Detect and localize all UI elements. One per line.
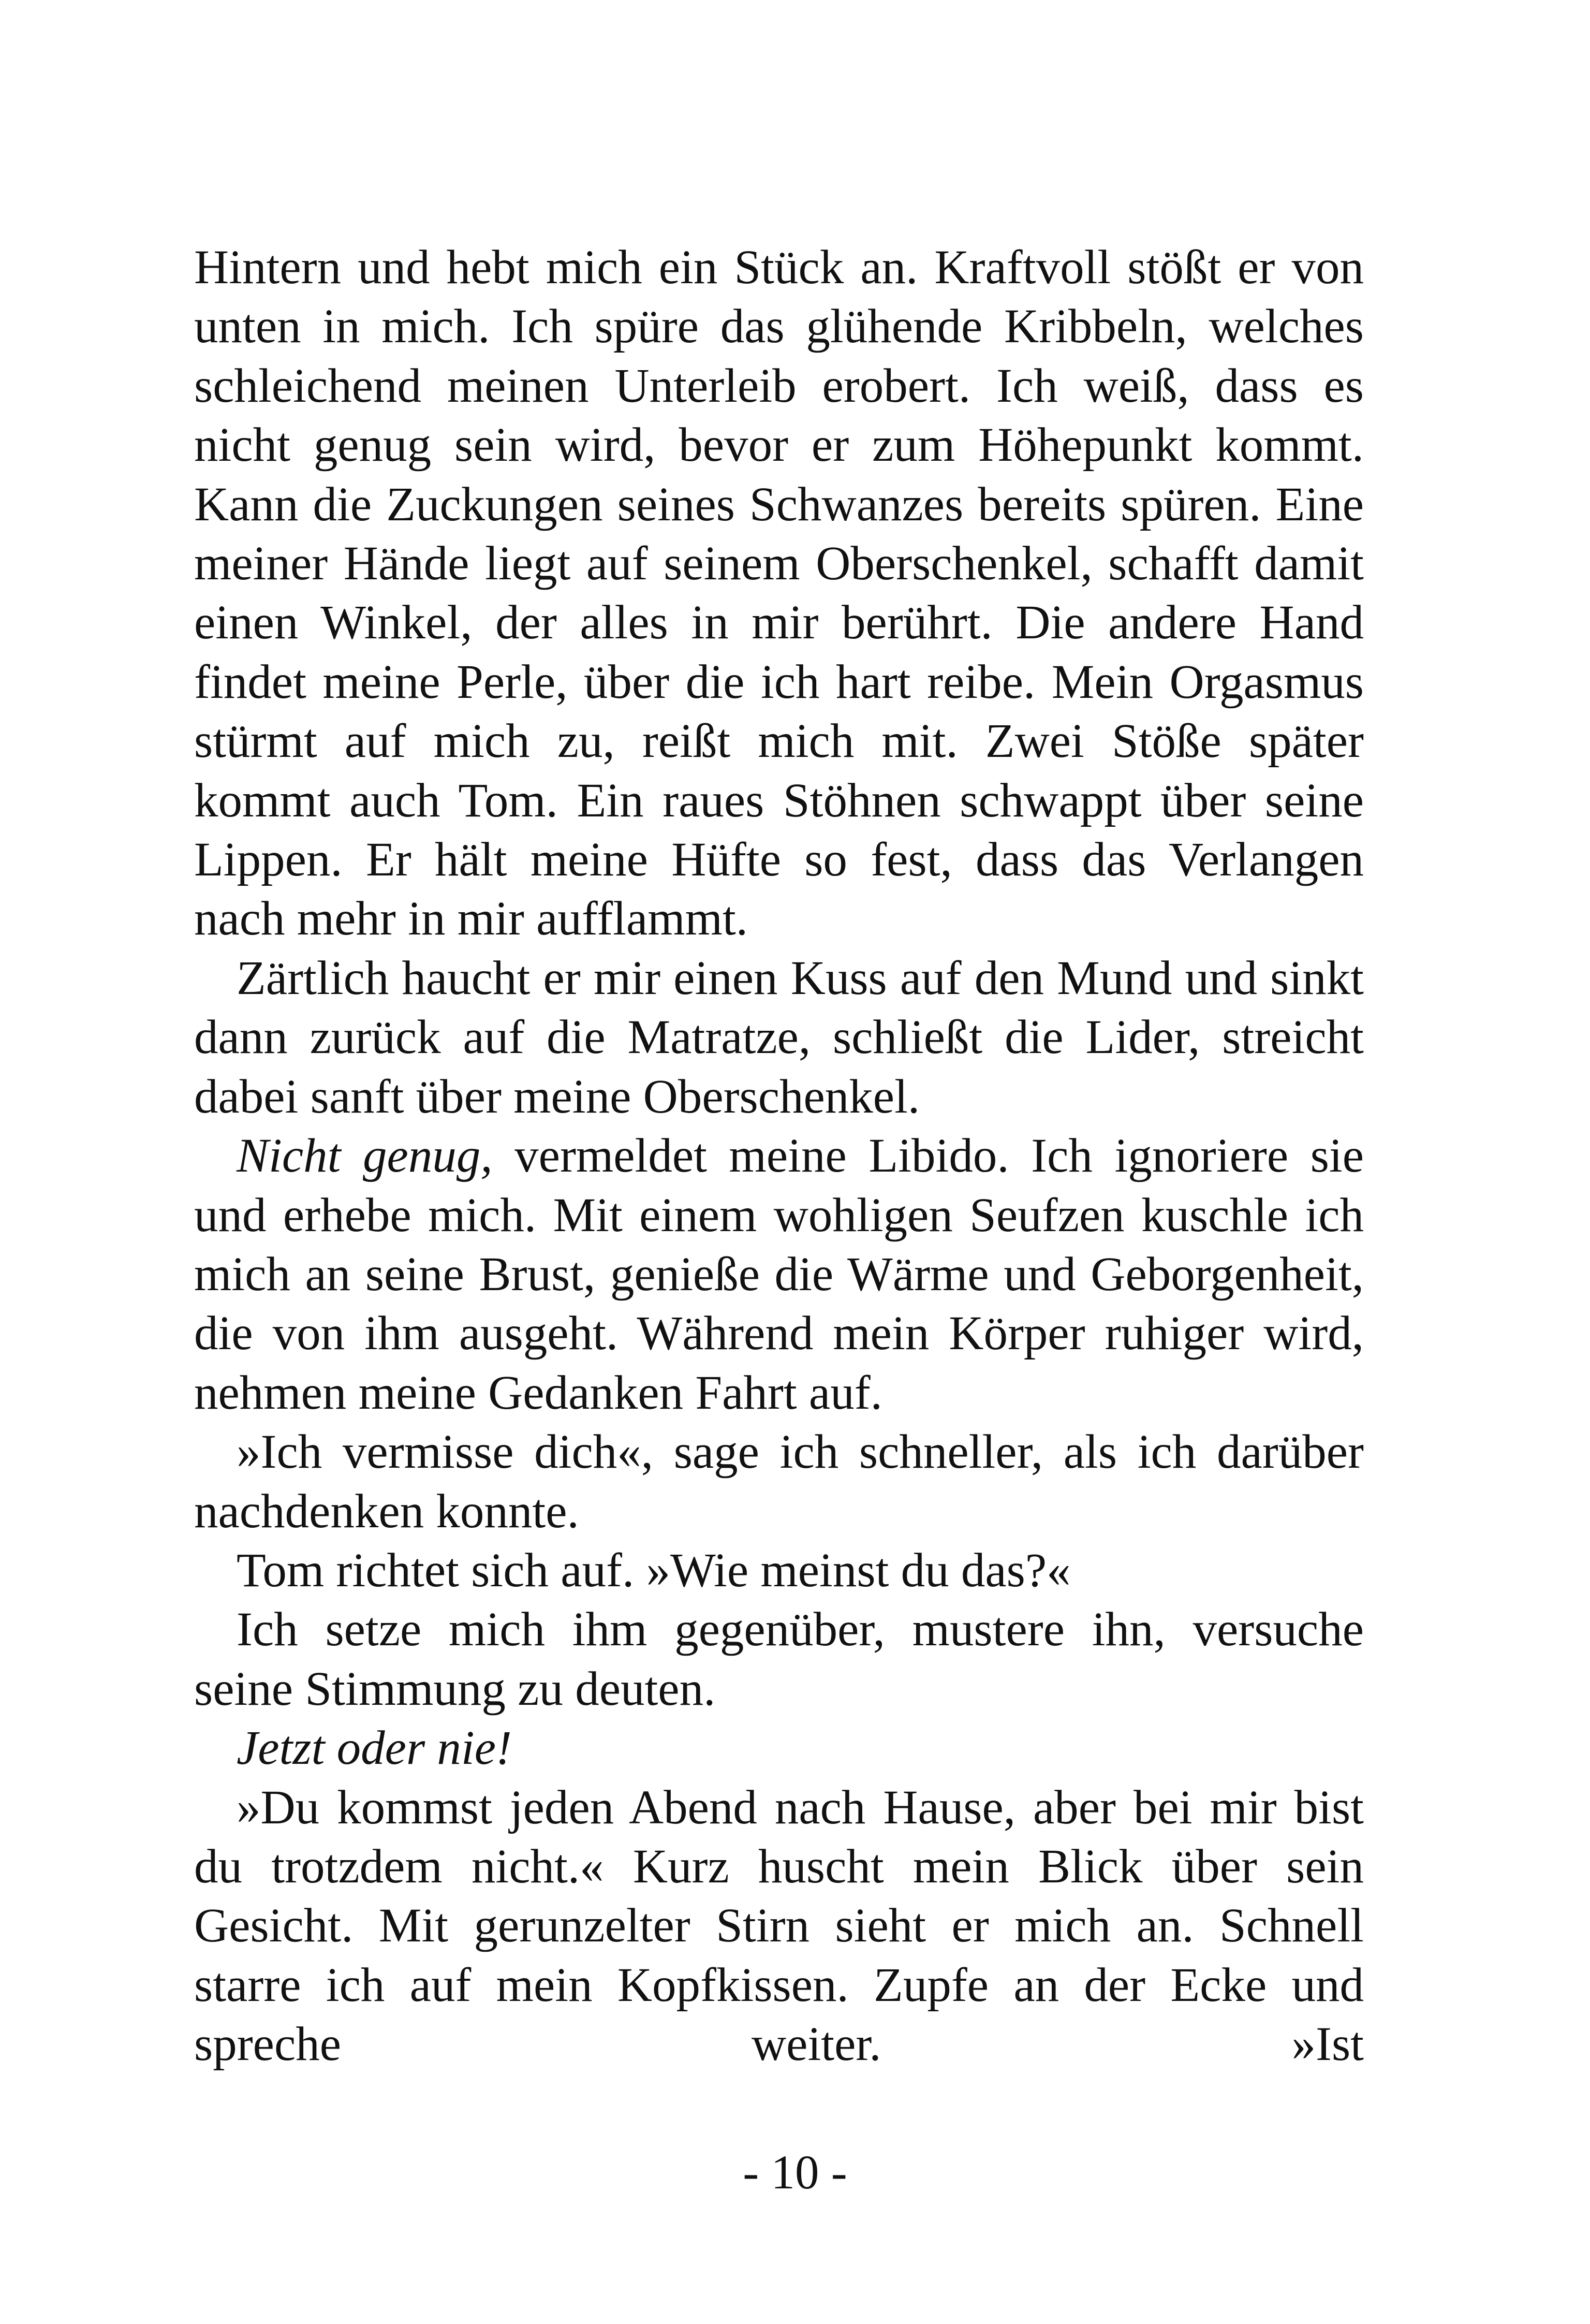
italic-thought: Jetzt oder nie! (237, 1721, 512, 1775)
paragraph-4: »Ich vermisse dich«, sage ich schneller, als ich darüber nachdenken konnte. (194, 1425, 1364, 1538)
italic-thought: Nicht genug, (237, 1129, 493, 1183)
body-text (194, 238, 1364, 2074)
paragraph-3: Nicht genug, vermeldet meine Libido. Ich ignoriere sie und erhebe mich. Mit einem wohligen Seufzen kuschle ich mich an seine Brust, genieße die Wärme und Geborgenheit, die von ihm ausgeht. Während mein Körper ruhiger wird, nehmen meine Gedanken Fahrt auf. (194, 1129, 1364, 1420)
paragraph-8: »Du kommst jeden Abend nach Hause, aber bei mir bist du trotzdem nicht.« Kurz huscht mein Blick über sein Gesicht. Mit gerunzelter Stirn sieht er mich an. Schnell starre ich auf mein Kopfkissen. Zupfe an der Ecke und spreche weiter. »Ist (194, 1780, 1364, 2071)
paragraph-6: Ich setze mich ihm gegenüber, mustere ihn, versuche seine Stimmung zu deuten. (194, 1603, 1364, 1716)
page-number: - 10 - (743, 2146, 847, 2199)
paragraph-5: Tom richtet sich auf. »Wie meinst du das?« (237, 1543, 1071, 1597)
paragraph-7 (194, 1719, 1364, 1778)
paragraph-2: Zärtlich haucht er mir einen Kuss auf den Mund und sinkt dann zurück auf die Matratze, schließt die Lider, streicht dabei sanft über meine Oberschenkel. (194, 951, 1364, 1123)
paragraph-1: Hintern und hebt mich ein Stück an. Kraftvoll stößt er von unten in mich. Ich spüre das glühende Kribbeln, welches schleichend meinen Unterleib erobert. Ich weiß, dass es nicht genug sein wird, bevor er zum Höhepunkt kommt. Kann die Zuckungen seines Schwanzes bereits spüren. Eine meiner Hände liegt auf seinem Oberschenkel, schafft damit einen Winkel, der alles in mir berührt. Die andere Hand findet meine Perle, über die ich hart reibe. Mein Orgasmus stürmt auf mich zu, reißt mich mit. Zwei Stöße später kommt auch Tom. Ein raues Stöhnen schwappt über seine Lippen. Er hält meine Hüfte so fest, dass das Verlangen nach mehr in mir aufflammt. (194, 241, 1364, 946)
